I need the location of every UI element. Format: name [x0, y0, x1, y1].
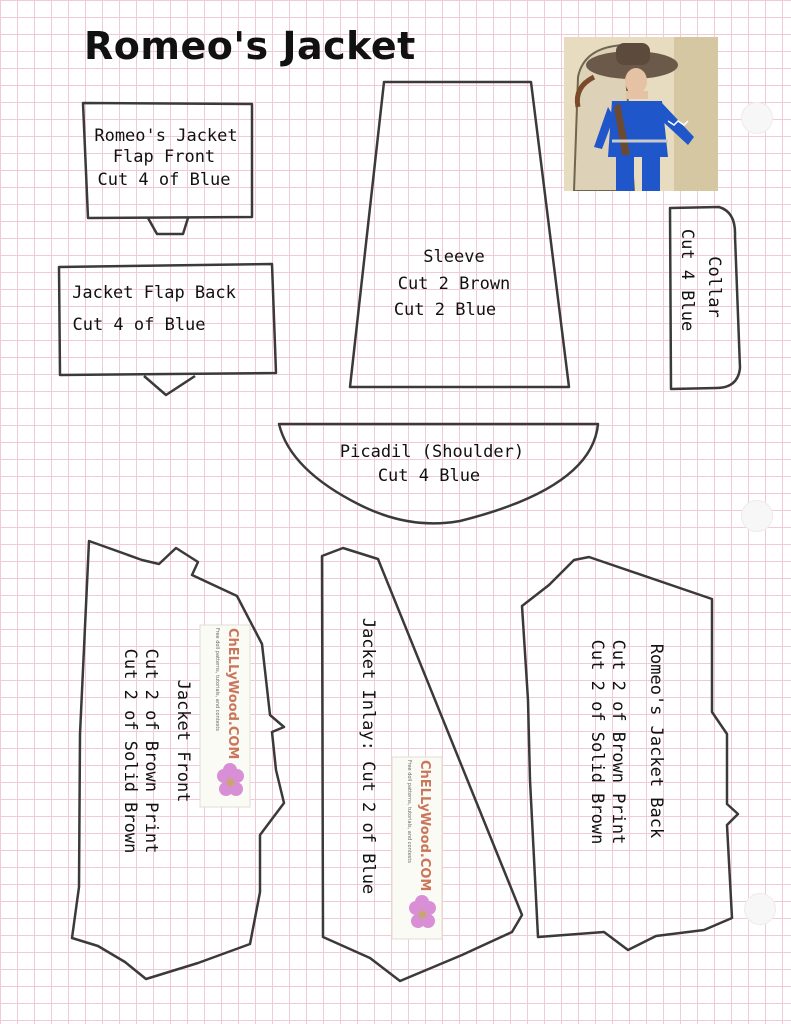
watermark-2	[392, 757, 442, 939]
jacket-front-label-1: Jacket Front	[173, 679, 193, 803]
flap-back-label-2: Cut 4 of Blue	[72, 315, 206, 335]
flap-front-label-3: Cut 4 of Blue	[97, 170, 231, 190]
sleeve-label-2: Cut 2 Brown	[397, 274, 511, 294]
jacket-inlay-label: Jacket Inlay: Cut 2 of Blue	[358, 617, 378, 895]
sleeve-label-3: Cut 2 Blue	[393, 300, 497, 320]
jacket-back-label-3: Cut 2 of Solid Brown	[587, 639, 607, 845]
page-title: Romeo's Jacket	[84, 24, 416, 68]
flap-front-label-2: Flap Front	[112, 147, 216, 167]
jacket-front-label-3: Cut 2 of Solid Brown	[120, 648, 140, 854]
piece-jacket-back	[522, 557, 738, 950]
piece-sleeve	[350, 82, 569, 387]
jacket-front-label-2: Cut 2 of Brown Print	[141, 648, 161, 854]
flap-back-label-1: Jacket Flap Back	[72, 283, 236, 303]
watermark-1-brand: ChELLyWood.COM	[225, 628, 240, 760]
watermark-1	[200, 625, 250, 807]
flap-front-label-1: Romeo's Jacket	[94, 126, 238, 146]
jacket-back-label-1: Romeo's Jacket Back	[646, 643, 666, 839]
collar-label-1: Collar	[704, 256, 724, 318]
watermark-2-tagline: Free doll patterns, tutorials, and contests	[406, 760, 412, 863]
piece-flap-front	[83, 103, 252, 234]
jacket-back-label-2: Cut 2 of Brown Print	[608, 639, 628, 845]
collar-label-2: Cut 4 Blue	[677, 228, 697, 332]
watermark-1-tagline: Free doll patterns, tutorials, and contests	[214, 628, 220, 731]
picadil-label-2: Cut 4 Blue	[377, 466, 481, 486]
sleeve-label-1: Sleeve	[423, 247, 485, 267]
watermark-2-brand: ChELLyWood.COM	[417, 760, 432, 892]
picadil-label-1: Picadil (Shoulder)	[339, 442, 525, 462]
